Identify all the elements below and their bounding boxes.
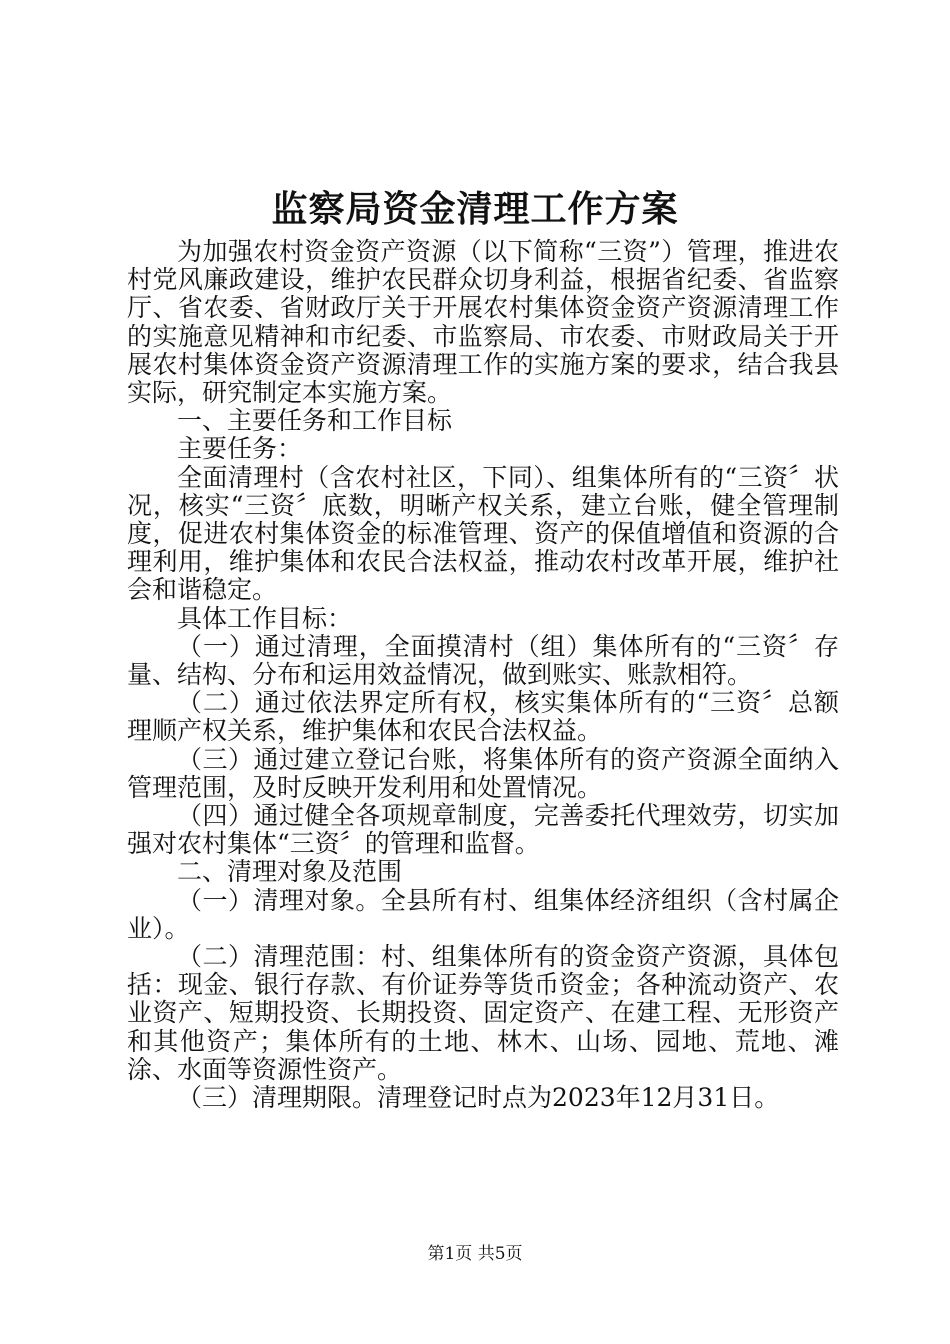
- document-body: [127, 238, 839, 1112]
- paragraph-intro: 为加强农村资金资产资源（以下简称“三资”）管理，推进农村党风廉政建设，维护农民群众切身利益，根据省纪委、省监察厅、省农委、省财政厅关于开展农村集体资金资产资源清理工作的实施意见精神和市纪委、市监察局、市农委、市财政局关于开展农村集体资金资产资源清理工作的实施方案的要求，结合我县实际，研究制定本实施方案。: [127, 237, 839, 408]
- section-heading-1: 一、主要任务和工作目标: [177, 406, 453, 436]
- document-title: 监察局资金清理工作方案: [271, 188, 679, 230]
- paragraph-goal-1: （一）通过清理，全面摸清村（组）集体所有的“三资〞存量、结构、分布和运用效益情况，做到账实、账款相符。: [127, 631, 839, 690]
- page-number-footer: 第1页 共5页: [427, 1244, 523, 1264]
- subheading-main-tasks: 主要任务：: [177, 434, 303, 464]
- paragraph-goal-2: （二）通过依法界定所有权，核实集体所有的“三资〞总额理顺产权关系，维护集体和农民合法权益。: [127, 688, 839, 746]
- paragraph-goal-4: （四）通过健全各项规章制度，完善委托代理效劳，切实加强对农村集体“三资〞的管理和监督。: [127, 801, 839, 859]
- section-heading-2: 二、清理对象及范围: [177, 857, 403, 887]
- paragraph-goal-3: （三）通过建立登记台账，将集体所有的资产资源全面纳入管理范围，及时反映开发利用和处置情况。: [127, 744, 839, 802]
- subheading-work-goals: 具体工作目标：: [177, 603, 353, 633]
- paragraph-scope-3: （三）清理期限。清理登记时点为2023年12月31日。: [177, 1083, 780, 1113]
- paragraph-main-tasks: 全面清理村（含农村社区，下同）、组集体所有的“三资〞状况，核实“三资〞底数，明晰产权关系，建立台账，健全管理制度，促进农村集体资金的标准管理、资产的保值增值和资源的合理利用，维护集体和农民合法权益，推动农村改革开展，维护社会和谐稳定。: [127, 462, 839, 605]
- paragraph-scope-1: （一）清理对象。全县所有村、组集体经济组织（含村属企业）。: [127, 885, 839, 943]
- paragraph-scope-2: （二）清理范围：村、组集体所有的资金资产资源，具体包括：现金、银行存款、有价证券等货币资金；各种流动资产、农业资产、短期投资、长期投资、固定资产、在建工程、无形资产和其他资产；集体所有的土地、林木、山场、园地、荒地、滩涂、水面等资源性资产。: [127, 942, 839, 1084]
